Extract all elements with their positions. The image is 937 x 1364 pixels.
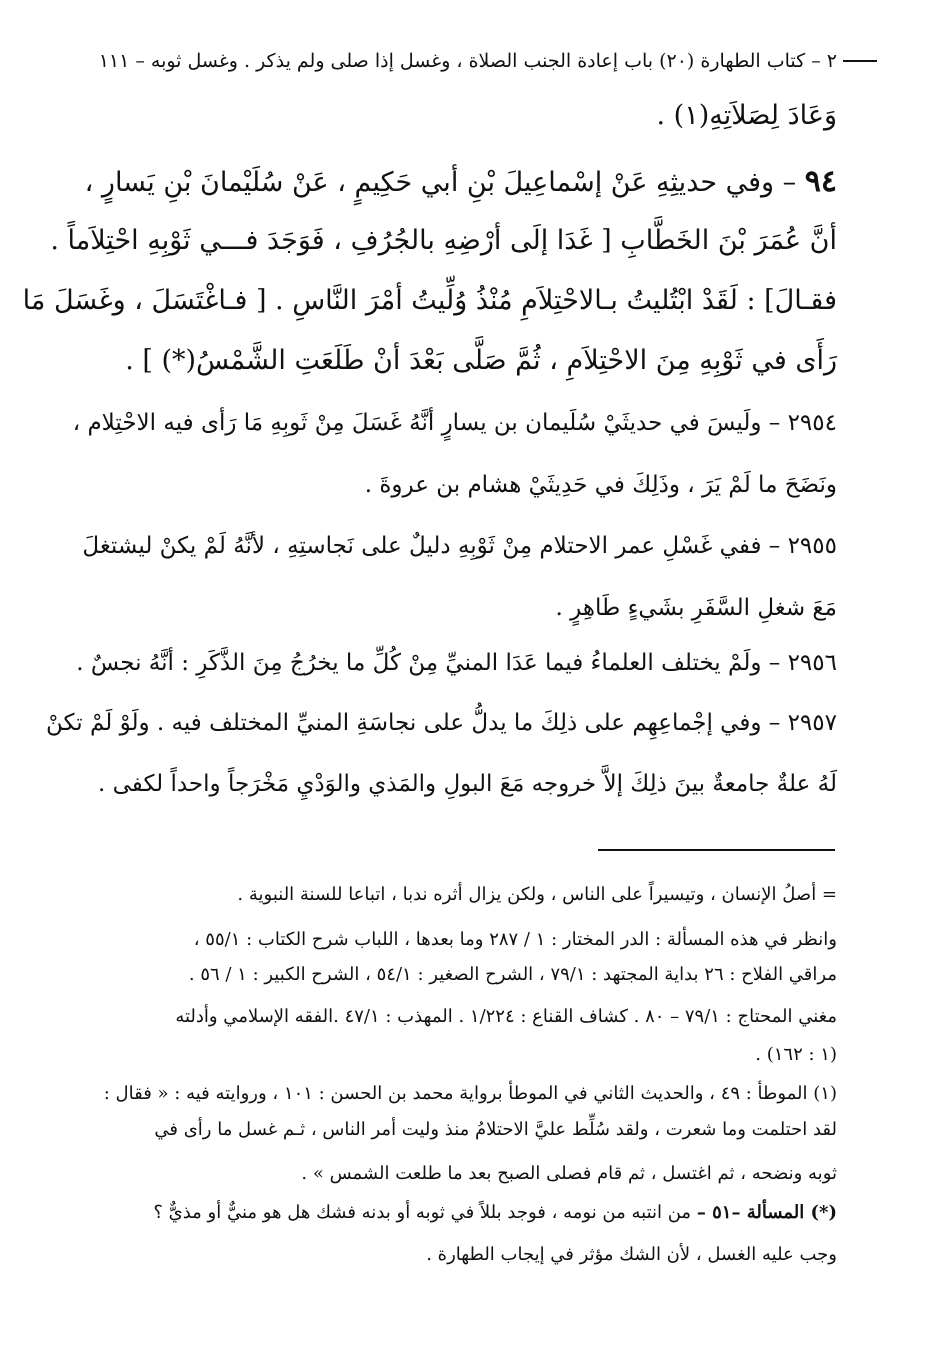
running-header: ٢ – كتاب الطهارة (٢٠) باب إعادة الجنب الصلاة ، وغسل إذا صلى ولم يذكر . وغسل ثوبه – ١١١ [98,50,837,72]
footnote-line: = أصلُ الإنسان ، وتيسيراً على الناس ، ولكن يزال أثره ندبا ، اتباعا للسنة النبوية . [237,884,837,905]
paragraph-2954-line2: ونَضَحَ ما لَمْ يَرَ ، وذَلِكَ في حَدِيثَيْ هشام بن عروةَ . [364,472,837,498]
footnote-line: ثوبه ونضحه ، ثم اغتسل ، ثم قام فصلى الصبح بعد ما طلعت الشمس » . [301,1163,837,1184]
paragraph-2957-line2: لَهُ علةٌ جامعةٌ بينَ ذلِكَ إلاَّ خروجه مَعَ البولِ والمَذي والوَدْيِ مَخْرَجاً واحداً لكفى . [98,771,837,797]
hadith-number: ٩٤ [804,164,837,199]
text-line: فقـالَ] : لَقَدْ ابْتُليتُ بـالاحْتِلاَمِ مُنْذُ وُلِّيتُ أمْرَ النَّاسِ . [ فـاغْتَسَلَ ، وغَسَلَ مَا [22,285,837,316]
hadith-text: – وفي حديثِهِ عَنْ إسْماعِيلَ بْنِ أبي حَكِيمٍ ، عَنْ سُلَيْمانَ بْنِ يَسارٍ ، [84,167,797,198]
footnote-divider [598,849,835,851]
text-line: وَعَادَ لِصَلاَتِهِ(١) . [656,100,837,131]
header-rule [843,60,877,62]
hadith-94-line [60,164,837,199]
footnote-line: (١ : ١٦٢) . [755,1044,837,1065]
footnote-masala-line [60,1202,837,1223]
paragraph-2956: ٢٩٥٦ – ولَمْ يختلف العلماءُ فيما عَدَا المنيِّ مِنْ كُلِّ ما يخرُجُ مِنَ الذَّكَرِ : أنَّهُ نجسٌ . [76,650,837,676]
footnote-line: (١) الموطأ : ٤٩ ، والحديث الثاني في الموطأ برواية محمد بن الحسن : ١٠١ ، وروايته فيه : « فقال : [103,1083,837,1104]
footnote-line: وجب عليه الغسل ، لأن الشك مؤثر في إيجاب الطهارة . [426,1244,837,1265]
footnote-line: مراقي الفلاح : ٢٦ بداية المجتهد : ٧٩/١ ، الشرح الصغير : ٥٤/١ ، الشرح الكبير : ١ / ٥٦ . [188,964,837,985]
paragraph-2957-line1: ٢٩٥٧ – وفي إجْماعِهِم على ذلِكَ ما يدلُّ على نجاسَةِ المنيِّ المختلف فيه . ولَوْ لَمْ تكنْ [46,710,837,736]
masala-text: من انتبه من نومه ، فوجد بللاً في ثوبه أو بدنه فشك هل هو منيٌّ أو مذيٌّ ؟ [153,1202,692,1223]
paragraph-2954-line1: ٢٩٥٤ – ولَيسَ في حديثَيْ سُلَيمان بن يسارٍ أنَّهُ غَسَلَ مِنْ ثَوبِهِ مَا رَأى فيه الاحْتِلام ، [72,410,837,436]
text-line: رَأَى في ثَوْبِهِ مِنَ الاحْتِلاَمِ ، ثُمَّ صَلَّى بَعْدَ أنْ طَلَعَتِ الشَّمْسُ(*) ] . [125,345,837,376]
footnote-line: مغني المحتاج : ٧٩/١ – ٨٠ . كشاف القناع : ١/٢٢٤ . المهذب : ٤٧/١ .الفقه الإسلامي وأدلته [175,1006,837,1027]
footnote-line: لقد احتلمت وما شعرت ، ولقد سُلِّط عليَّ الاحتلامُ منذ وليت أمر الناس ، ثـم غسل ما رأى في [154,1119,837,1140]
masala-label: (*) المسألة –٥١ – [696,1202,837,1223]
text-line: أنَّ عُمَرَ بْنَ الخَطَّابِ [ غَدَا إلَى أرْضِهِ بالجُرُفِ ، فَوَجَدَ فـــي ثَوْبِهِ احْتِلاَماً . [50,225,837,256]
paragraph-2955-line2: مَعَ شغلِ السَّفَرِ بشَيءٍ طَاهِرٍ . [555,595,837,621]
paragraph-2955-line1: ٢٩٥٥ – ففي غَسْلِ عمر الاحتلام مِنْ ثَوْبِهِ دليلٌ على نَجاستِهِ ، لأنَّهُ لَمْ يكنْ ليشتغلَ [82,533,837,559]
footnote-line: وانظر في هذه المسألة : الدر المختار : ١ / ٢٨٧ وما بعدها ، اللباب شرح الكتاب : ٥٥/١ ، [193,929,837,950]
